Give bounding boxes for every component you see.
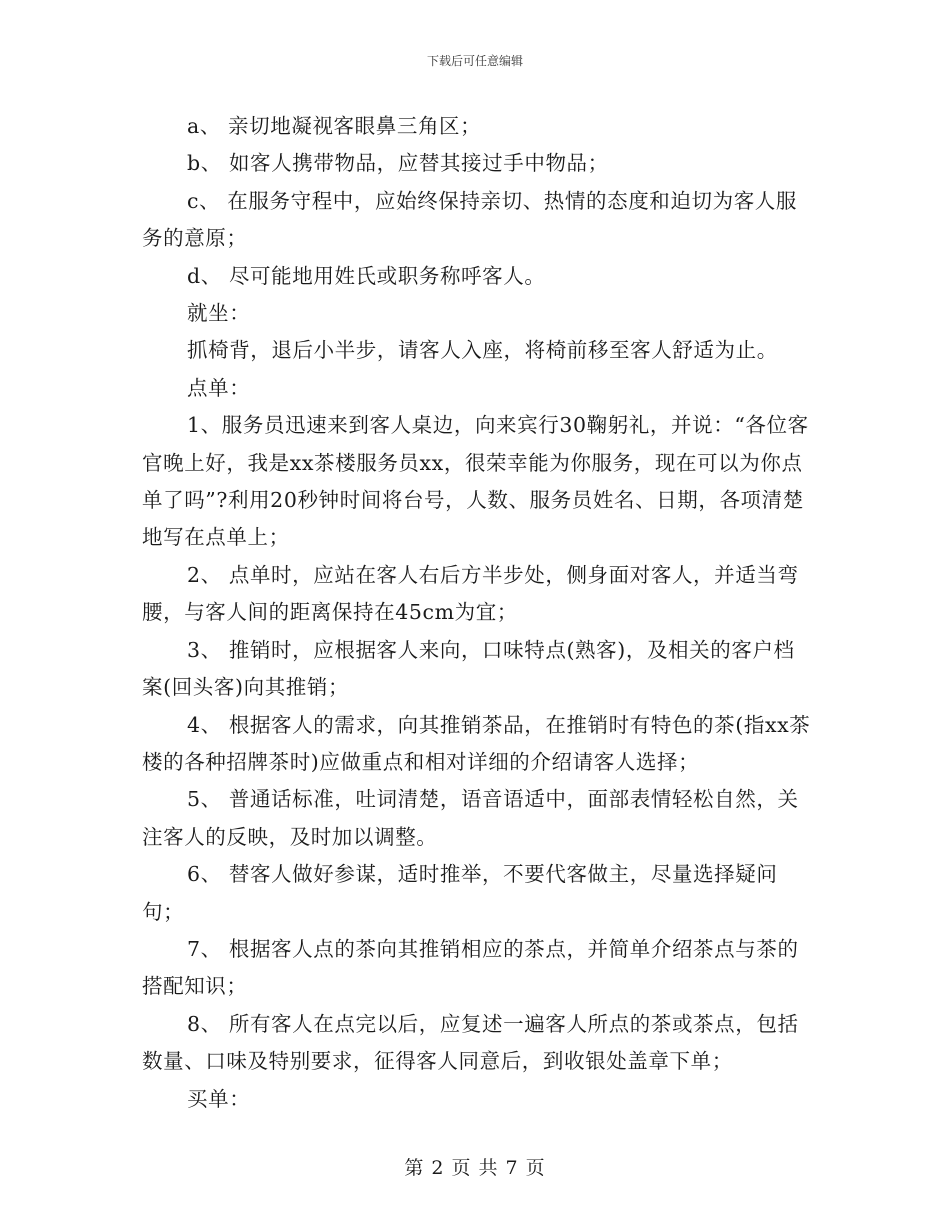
page-number-footer: 第 2 页 共 7 页: [404, 1157, 546, 1179]
paragraph-order-2: 2、 点单时，应站在客人右后方半步处，侧身面对客人，并适当弯腰，与客人间的距离保持在45cm为宜；: [142, 562, 799, 625]
page-header: 下载后可任意编辑: [426, 54, 523, 68]
paragraph-order-1: 1、服务员迅速来到客人桌边，向来宾行30鞠躬礼，并说：“各位客官晚上好，我是xx茶楼服务员xx，很荣幸能为你服务，现在可以为你点单了吗”?利用20秒钟时间将台号，人数、服务员姓名、日期，各项清楚地写在点单上；: [142, 413, 809, 550]
paragraph-order-8: 8、 所有客人在点完以后，应复述一遍客人所点的茶或茶点，包括数量、口味及特别要求，征得客人同意后，到收银处盖章下单；: [142, 1011, 799, 1074]
paragraph-item-c: c、 在服务守程中，应始终保持亲切、热情的态度和迫切为客人服务的意原；: [142, 188, 797, 251]
section-heading-ordering: 点单：: [187, 375, 251, 400]
paragraph-order-6: 6、 替客人做好参谋，适时推举，不要代客做主，尽量选择疑问句；: [142, 862, 778, 924]
document-body: [142, 108, 812, 1118]
paragraph-item-d: d、 尽可能地用姓氏或职务称呼客人。: [187, 263, 546, 288]
section-heading-seating: 就坐：: [187, 301, 251, 326]
paragraph-order-5: 5、 普通话标准，吐词清楚，语音语适中，面部表情轻松自然，关注客人的反映，及时加以调整。: [142, 787, 799, 849]
section-heading-checkout: 买单：: [187, 1086, 251, 1111]
paragraph-order-4: 4、 根据客人的需求，向其推销茶品，在推销时有特色的茶(指xx茶楼的各种招牌茶时)应做重点和相对详细的介绍请客人选择；: [142, 712, 811, 774]
paragraph-item-a: a、 亲切地凝视客眼鼻三角区；: [187, 114, 482, 138]
paragraph-item-b: b、 如客人携带物品，应替其接过手中物品；: [187, 151, 609, 176]
paragraph-seating: 抓椅背，退后小半步，请客人入座，将椅前移至客人舒适为止。: [187, 338, 778, 363]
paragraph-order-3: 3、 推销时，应根据客人来向，口味特点(熟客)，及相关的客户档案(回头客)向其推销；: [142, 637, 795, 700]
paragraph-order-7: 7、 根据客人点的茶向其推销相应的茶点，并简单介绍茶点与茶的搭配知识；: [142, 936, 799, 999]
